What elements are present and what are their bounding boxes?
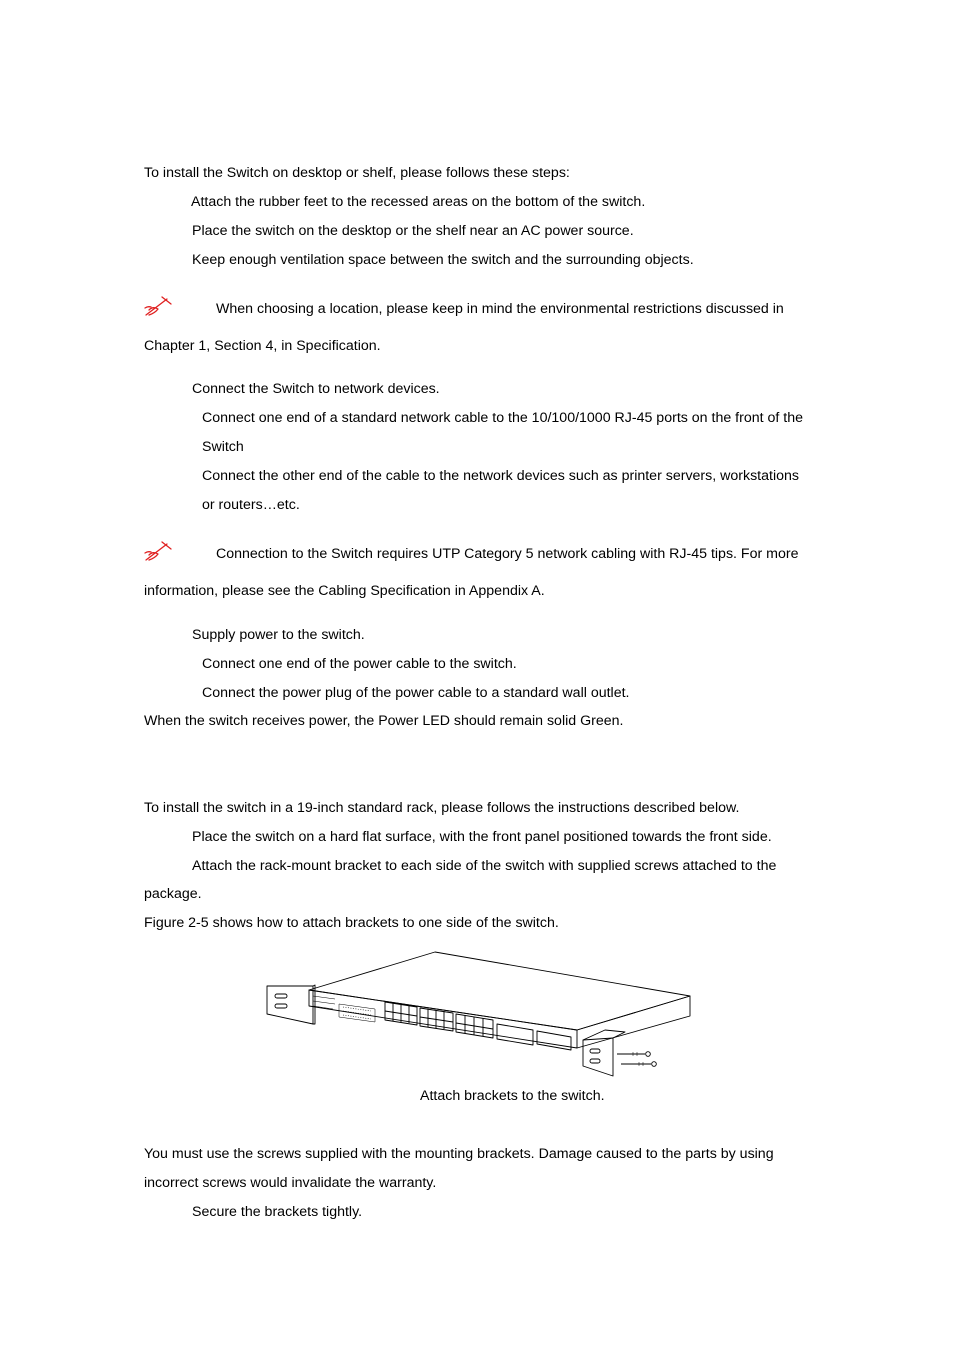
figure-caption: Attach brackets to the switch. bbox=[420, 1088, 605, 1104]
desktop-step-3: Keep enough ventilation space between the switch and the surrounding objects. bbox=[192, 252, 694, 268]
power-result: When the switch receives power, the Power LED should remain solid Green. bbox=[144, 713, 624, 729]
rack-step-1: Place the switch on a hard flat surface, with the front panel positioned towards the front side. bbox=[192, 829, 772, 845]
connect-sub-1-line-1: Connect one end of a standard network cable to the 10/100/1000 RJ-45 ports on the front of the bbox=[202, 410, 804, 426]
writing-hand-icon bbox=[143, 295, 173, 317]
rack-intro: To install the switch in a 19-inch standard rack, please follows the instructions described below. bbox=[144, 800, 740, 816]
note-1-line-1: When choosing a location, please keep in mind the environmental restrictions discussed in bbox=[216, 301, 784, 317]
rack-step-3: Secure the brackets tightly. bbox=[192, 1204, 363, 1220]
writing-hand-icon bbox=[143, 540, 173, 562]
right-bracket bbox=[583, 1038, 613, 1076]
connect-sub-2-line-1: Connect the other end of the cable to the network devices such as printer servers, workstations bbox=[202, 468, 799, 484]
power-sub-2: Connect the power plug of the power cable to a standard wall outlet. bbox=[202, 685, 630, 701]
power-step: Supply power to the switch. bbox=[192, 627, 365, 643]
connect-sub-1-line-2: Switch bbox=[202, 439, 244, 455]
connect-step: Connect the Switch to network devices. bbox=[192, 381, 440, 397]
switch-bracket-illustration bbox=[265, 948, 695, 1078]
note-1-line-2: Chapter 1, Section 4, in Specification. bbox=[144, 338, 381, 354]
note-2-line-1: Connection to the Switch requires UTP Category 5 network cabling with RJ-45 tips. For more bbox=[216, 546, 799, 562]
rack-step-2-line-1: Attach the rack-mount bracket to each side of the switch with supplied screws attached to the bbox=[192, 858, 777, 874]
warning-line-1: You must use the screws supplied with the mounting brackets. Damage caused to the parts by using bbox=[144, 1146, 774, 1162]
desktop-step-1: Attach the rubber feet to the recessed areas on the bottom of the switch. bbox=[191, 194, 646, 210]
desktop-intro: To install the Switch on desktop or shelf, please follows these steps: bbox=[144, 165, 570, 181]
power-sub-1: Connect one end of the power cable to the switch. bbox=[202, 656, 517, 672]
left-bracket bbox=[267, 986, 313, 1024]
connect-sub-2-line-2: or routers…etc. bbox=[202, 497, 300, 513]
figure-reference: Figure 2-5 shows how to attach brackets to one side of the switch. bbox=[144, 915, 559, 931]
rack-step-2-line-2: package. bbox=[144, 886, 202, 902]
note-2-line-2: information, please see the Cabling Specification in Appendix A. bbox=[144, 583, 545, 599]
screws bbox=[617, 1052, 656, 1067]
desktop-step-2: Place the switch on the desktop or the shelf near an AC power source. bbox=[192, 223, 634, 239]
warning-line-2: incorrect screws would invalidate the warranty. bbox=[144, 1175, 437, 1191]
